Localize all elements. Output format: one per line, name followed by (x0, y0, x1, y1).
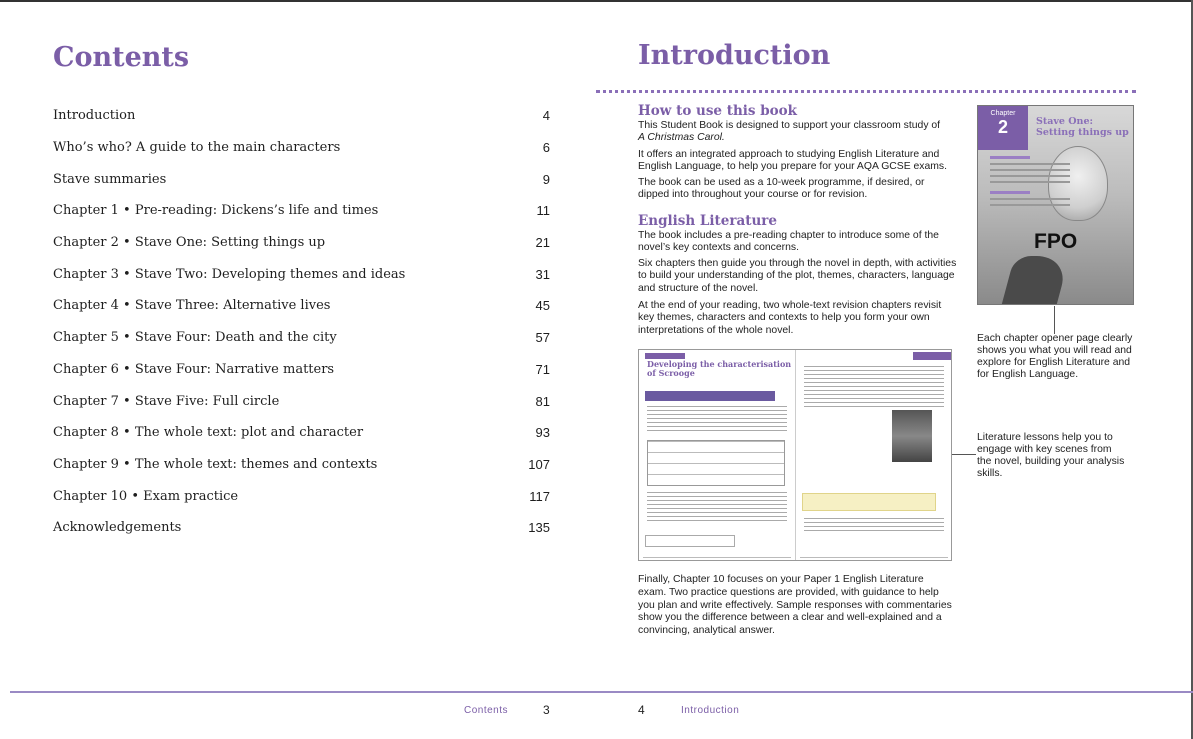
sample-right-page (796, 350, 952, 560)
toc-row[interactable] (53, 227, 550, 259)
english-literature-paragraph-2: Six chapters then guide you through the novel in depth, with activities to build your understanding of the plot, themes, characters, language and structure of the novel. (638, 258, 957, 294)
left-footer-label: Contents (464, 705, 509, 716)
toc-entry-page: 45 (535, 298, 550, 314)
table-of-contents (53, 100, 550, 544)
how-to-use-paragraph-2: It offers an integrated approach to studying English Literature and English Language, to help you prepare for your AQA GCSE exams. (638, 149, 948, 173)
toc-row[interactable] (53, 132, 550, 164)
toc-entry-page: 71 (535, 361, 550, 377)
toc-entry-label: Chapter 3 • Stave Two: Developing themes and ideas (53, 266, 406, 282)
chapter-badge: Chapter 2 (978, 106, 1028, 150)
how-to-use-paragraph-3: The book can be used as a 10-week programme, if desired, or dipped into throughout your course or for revision. (638, 177, 925, 201)
window-top-border (0, 0, 1193, 2)
toc-entry-label: Chapter 4 • Stave Three: Alternative lives (53, 298, 331, 314)
toc-entry-page: 93 (535, 425, 550, 441)
toc-row[interactable] (53, 322, 550, 354)
toc-row[interactable] (53, 512, 550, 544)
toc-row[interactable] (53, 290, 550, 322)
closing-paragraph: Finally, Chapter 10 focuses on your Paper 1 English Literature exam. Two practice questions are provided, with guidance to help you plan and write effectively. Sample responses with commentaries show you the difference between a clear and well-explained and a convincing, analytical answer. (638, 574, 952, 637)
right-footer-rule (590, 691, 1193, 693)
english-literature-heading: English Literature (638, 213, 777, 229)
toc-entry-label: Chapter 9 • The whole text: themes and contexts (53, 456, 378, 472)
toc-entry-label: Chapter 6 • Stave Four: Narrative matters (53, 361, 335, 377)
dotted-divider (596, 90, 1136, 94)
chapter-opener-cover-image (977, 105, 1134, 305)
toc-row[interactable] (53, 417, 550, 449)
toc-entry-page: 9 (542, 171, 550, 187)
left-page-number: 3 (543, 703, 550, 717)
toc-entry-page: 81 (535, 393, 550, 409)
sample-left-page (639, 350, 796, 560)
cover-text-lines (990, 156, 1070, 210)
toc-entry-label: Chapter 5 • Stave Four: Death and the city (53, 330, 337, 346)
figure-illustration (1001, 256, 1069, 305)
toc-entry-label: Chapter 8 • The whole text: plot and character (53, 425, 364, 441)
toc-row[interactable] (53, 195, 550, 227)
lessons-caption: Literature lessons help you to engage with key scenes from the novel, building your analysis skills. (977, 432, 1125, 479)
toc-entry-label: Chapter 2 • Stave One: Setting things up (53, 235, 326, 251)
sample-title: Developing the characterisation of Scrooge (647, 359, 792, 378)
toc-entry-label: Who’s who? A guide to the main characters (53, 140, 341, 156)
toc-row[interactable] (53, 449, 550, 481)
toc-entry-label: Chapter 10 • Exam practice (53, 488, 239, 504)
toc-entry-label: Acknowledgements (53, 520, 182, 536)
sample-spread-image (638, 349, 952, 561)
fpo-label: FPO (1034, 230, 1078, 253)
english-literature-paragraph-1: The book includes a pre-reading chapter to introduce some of the novel’s key contexts and concerns. (638, 230, 939, 254)
right-footer-label: Introduction (681, 705, 740, 716)
sample-photo (892, 410, 932, 462)
toc-row[interactable] (53, 163, 550, 195)
how-to-use-heading: How to use this book (638, 103, 798, 119)
toc-entry-page: 11 (536, 203, 550, 219)
toc-row[interactable] (53, 354, 550, 386)
toc-entry-page: 31 (535, 266, 550, 282)
right-page-number: 4 (638, 703, 645, 717)
introduction-title: Introduction (638, 40, 831, 71)
toc-entry-page: 57 (535, 330, 550, 346)
how-to-use-paragraph-1: This Student Book is designed to support your classroom study of A Christmas Carol. (638, 120, 941, 144)
toc-entry-page: 21 (535, 235, 550, 251)
toc-entry-page: 135 (528, 520, 550, 536)
toc-entry-page: 117 (529, 488, 550, 504)
toc-row[interactable] (53, 100, 550, 132)
lessons-caption-connector (952, 454, 976, 455)
cover-caption: Each chapter opener page clearly shows you what you will read and explore for English Literature and for English Language. (977, 333, 1133, 380)
toc-entry-page: 107 (528, 456, 550, 472)
toc-entry-label: Stave summaries (53, 171, 167, 187)
toc-entry-page: 4 (542, 108, 550, 124)
left-footer-rule (10, 691, 590, 693)
toc-entry-page: 6 (542, 140, 550, 156)
toc-entry-label: Introduction (53, 108, 136, 124)
english-literature-paragraph-3: At the end of your reading, two whole-text revision chapters revisit key themes, characters and contexts to help you form your own interpretations of the whole novel. (638, 300, 942, 336)
toc-entry-label: Chapter 1 • Pre-reading: Dickens’s life and times (53, 203, 379, 219)
toc-row[interactable] (53, 480, 550, 512)
contents-title: Contents (53, 42, 190, 73)
toc-entry-label: Chapter 7 • Stave Five: Full circle (53, 393, 280, 409)
toc-row[interactable] (53, 258, 550, 290)
cover-title: Stave One: Setting things up (1036, 116, 1129, 138)
toc-row[interactable] (53, 385, 550, 417)
cover-caption-connector (1054, 306, 1055, 334)
